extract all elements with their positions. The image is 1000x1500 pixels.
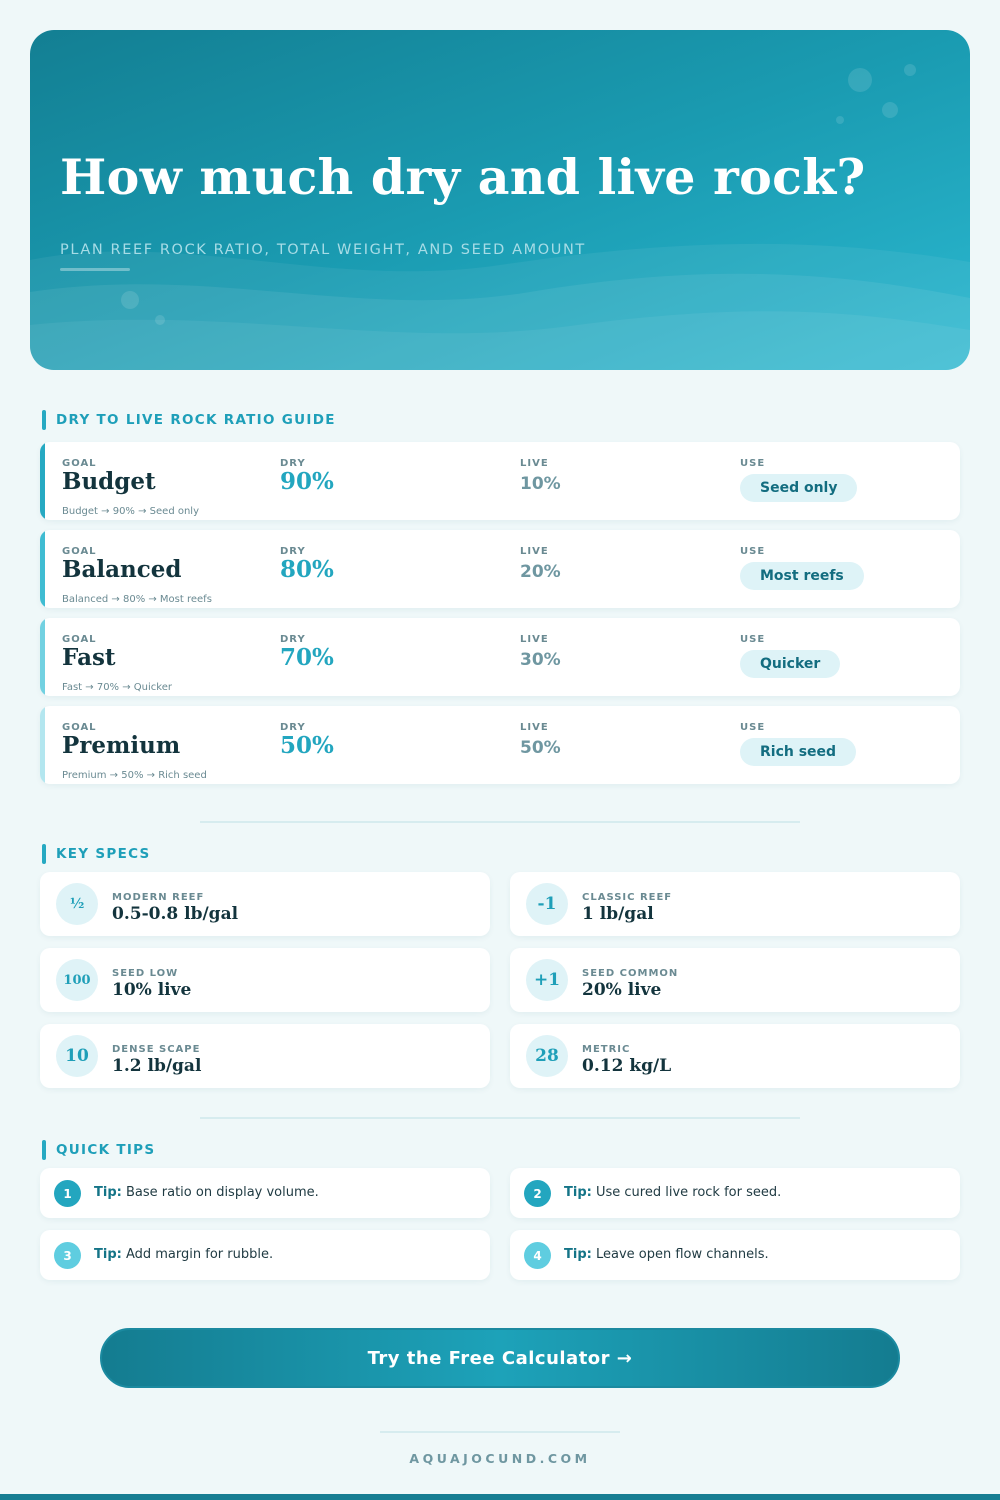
- goal-note: Premium → 50% → Rich seed: [62, 770, 207, 781]
- page-subtitle: PLAN REEF ROCK RATIO, TOTAL WEIGHT, AND SEED AMOUNT: [60, 242, 586, 258]
- key-specs-heading: [42, 844, 151, 864]
- row-accent: [40, 530, 45, 608]
- spec-value: 1.2 lb/gal: [112, 1056, 202, 1076]
- ratio-row-fast: [40, 618, 960, 696]
- minus-one-icon: -1: [526, 883, 568, 925]
- live-value: 20%: [520, 562, 561, 582]
- spec-label: DENSE SCAPE: [112, 1044, 201, 1055]
- spec-value: 1 lb/gal: [582, 904, 654, 924]
- footer-site-link[interactable]: AQUAJOCUND.COM: [409, 1451, 591, 1466]
- use-badge: Quicker: [740, 650, 840, 678]
- tip-card-3: [40, 1230, 490, 1280]
- use-label: USE: [740, 546, 766, 557]
- goal-label: GOAL: [62, 634, 97, 645]
- spec-label: SEED LOW: [112, 968, 179, 979]
- use-badge: Rich seed: [740, 738, 856, 766]
- ratio-row-balanced: [40, 530, 960, 608]
- ratio-row-premium: [40, 706, 960, 784]
- use-badge: Most reefs: [740, 562, 864, 590]
- goal-label: GOAL: [62, 458, 97, 469]
- tip-number-badge: 2: [524, 1180, 551, 1207]
- goal-name: Fast: [62, 644, 116, 671]
- spec-value: 20% live: [582, 980, 662, 1000]
- spec-label: MODERN REEF: [112, 892, 205, 903]
- live-label: LIVE: [520, 458, 549, 469]
- use-label: USE: [740, 634, 766, 645]
- tip-prefix: Tip:: [564, 1185, 592, 1200]
- tip-number-badge: 3: [54, 1242, 81, 1269]
- spec-label: CLASSIC REEF: [582, 892, 673, 903]
- quick-tips-heading: [42, 1140, 155, 1160]
- goal-note: Fast → 70% → Quicker: [62, 682, 172, 693]
- tip-text: [94, 1185, 319, 1200]
- live-label: LIVE: [520, 634, 549, 645]
- goal-name: Balanced: [62, 556, 182, 583]
- tip-prefix: Tip:: [94, 1185, 122, 1200]
- dry-value: 80%: [280, 556, 334, 583]
- hero-banner: [30, 30, 970, 370]
- page-title: How much dry and live rock?: [60, 148, 866, 206]
- tip-card-2: [510, 1168, 960, 1218]
- hundred-icon: 100: [56, 959, 98, 1001]
- dry-label: DRY: [280, 634, 306, 645]
- row-accent: [40, 618, 45, 696]
- tip-body: Use cured live rock for seed.: [595, 1185, 782, 1200]
- live-label: LIVE: [520, 546, 549, 557]
- tip-text: [94, 1247, 273, 1262]
- dry-label: DRY: [280, 546, 306, 557]
- free-calculator-button[interactable]: Try the Free Calculator →: [100, 1328, 900, 1388]
- half-icon: ½: [56, 883, 98, 925]
- spec-card-seed-low: [40, 948, 490, 1012]
- subtitle-underline: [60, 268, 130, 271]
- ten-icon: 10: [56, 1035, 98, 1077]
- dry-label: DRY: [280, 458, 306, 469]
- spec-card-classic-reef: [510, 872, 960, 936]
- goal-label: GOAL: [62, 722, 97, 733]
- spec-card-modern-reef: [40, 872, 490, 936]
- tip-text: [564, 1185, 781, 1200]
- dry-label: DRY: [280, 722, 306, 733]
- footer-divider: [380, 1431, 620, 1433]
- live-label: LIVE: [520, 722, 549, 733]
- live-value: 50%: [520, 738, 561, 758]
- goal-note: Budget → 90% → Seed only: [62, 506, 199, 517]
- spec-value: 0.12 kg/L: [582, 1056, 672, 1076]
- quick-tips-heading-text: QUICK TIPS: [56, 1142, 156, 1158]
- tip-prefix: Tip:: [564, 1247, 592, 1262]
- goal-label: GOAL: [62, 546, 97, 557]
- row-accent: [40, 706, 45, 784]
- live-value: 30%: [520, 650, 561, 670]
- tip-number-badge: 4: [524, 1242, 551, 1269]
- bottom-accent-bar: [0, 1494, 1000, 1500]
- goal-name: Budget: [62, 468, 156, 495]
- plus-one-icon: +1: [526, 959, 568, 1001]
- tip-number-badge: 1: [54, 1180, 81, 1207]
- spec-card-seed-common: [510, 948, 960, 1012]
- goal-name: Premium: [62, 732, 181, 759]
- tip-text: [564, 1247, 769, 1262]
- use-label: USE: [740, 722, 766, 733]
- tip-card-4: [510, 1230, 960, 1280]
- live-value: 10%: [520, 474, 561, 494]
- section-divider: [200, 821, 800, 823]
- ratio-guide-heading-text: DRY TO LIVE ROCK RATIO GUIDE: [56, 412, 336, 428]
- use-badge: Seed only: [740, 474, 857, 502]
- dry-value: 50%: [280, 732, 334, 759]
- ratio-guide-heading: [42, 410, 336, 430]
- spec-card-dense-scape: [40, 1024, 490, 1088]
- tip-body: Add margin for rubble.: [125, 1247, 274, 1262]
- tip-card-1: [40, 1168, 490, 1218]
- section-divider: [200, 1117, 800, 1119]
- heading-accent-bar: [42, 1140, 46, 1160]
- tip-prefix: Tip:: [94, 1247, 122, 1262]
- spec-label: METRIC: [582, 1044, 631, 1055]
- heading-accent-bar: [42, 410, 46, 430]
- spec-card-metric: [510, 1024, 960, 1088]
- tip-body: Base ratio on display volume.: [125, 1185, 319, 1200]
- ratio-row-budget: [40, 442, 960, 520]
- goal-note: Balanced → 80% → Most reefs: [62, 594, 212, 605]
- spec-value: 0.5-0.8 lb/gal: [112, 904, 239, 924]
- key-specs-heading-text: KEY SPECS: [56, 846, 151, 862]
- spec-label: SEED COMMON: [582, 968, 679, 979]
- twenty-eight-icon: 28: [526, 1035, 568, 1077]
- use-label: USE: [740, 458, 766, 469]
- dry-value: 90%: [280, 468, 334, 495]
- spec-value: 10% live: [112, 980, 192, 1000]
- row-accent: [40, 442, 45, 520]
- heading-accent-bar: [42, 844, 46, 864]
- tip-body: Leave open flow channels.: [595, 1247, 769, 1262]
- dry-value: 70%: [280, 644, 334, 671]
